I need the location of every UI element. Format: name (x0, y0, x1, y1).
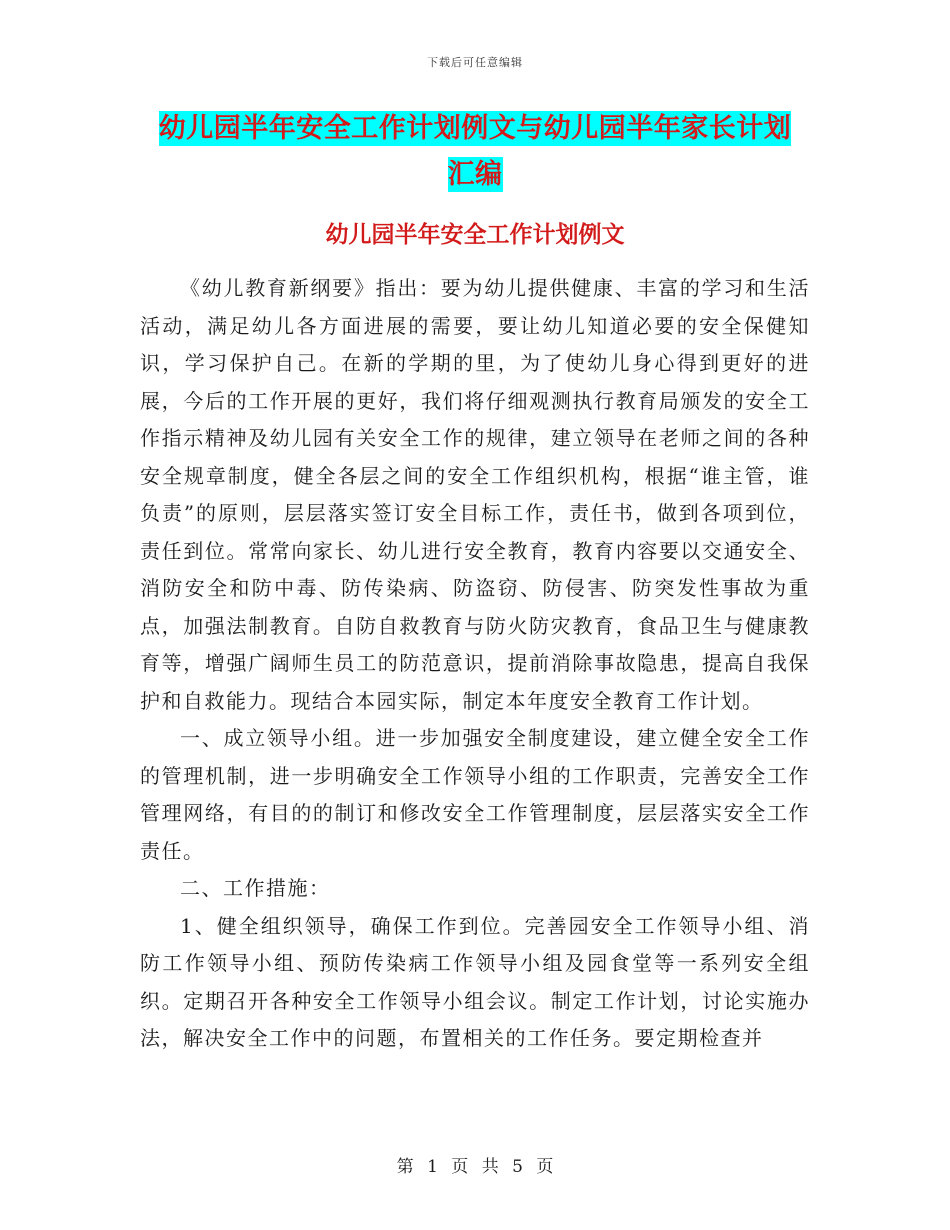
header-note: 下载后可任意编辑 (427, 56, 523, 69)
paragraph-measure-1: 1、健全组织领导，确保工作到位。完善园安全工作领导小组、消防工作领导小组、预防传染病工作领导小组及园食堂等一系列安全组织。定期召开各种安全工作领导小组会议。制定工作计划，讨论实施办法，解决安全工作中的问题，布置相关的工作任务。要定期检查并 (140, 913, 810, 1050)
paragraph-leadership-group: 一、成立领导小组。进一步加强安全制度建设，建立健全安全工作的管理机制，进一步明确安全工作领导小组的工作职责，完善安全工作管理网络，有目的的制订和修改安全工作管理制度，层层落实安全工作责任。 (140, 726, 810, 863)
document-title-line2: 汇编 (447, 159, 503, 190)
paragraph-work-measures-heading: 二、工作措施： (180, 876, 331, 900)
paragraph-intro: 《幼儿教育新纲要》指出：要为幼儿提供健康、丰富的学习和生活活动，满足幼儿各方面进展的需要，要让幼儿知道必要的安全保健知识，学习保护自己。在新的学期的里，为了使幼儿身心得到更好的进展，今后的工作开展的更好，我们将仔细观测执行教育局颁发的安全工作指示精神及幼儿园有关安全工作的规律，建立领导在老师之间的各种安全规章制度，健全各层之间的安全工作组织机构，根据“谁主管，谁负责”的原则，层层落实签订安全目标工作，责任书，做到各项到位，责任到位。常常向家长、幼儿进行安全教育，教育内容要以交通安全、消防安全和防中毒、防传染病、防盗窃、防侵害、防突发性事故为重点，加强法制教育。自防自救教育与防火防灾教育，食品卫生与健康教育等，增强广阔师生员工的防范意识，提前消除事故隐患，提高自我保护和自救能力。现结合本园实际，制定本年度安全教育工作计划。 (140, 276, 810, 713)
page-number: 第 1 页 共 5 页 (396, 1157, 554, 1177)
section-title: 幼儿园半年安全工作计划例文 (325, 222, 625, 248)
document-title-line1: 幼儿园半年安全工作计划例文与幼儿园半年家长计划 (158, 113, 792, 144)
document-title (140, 106, 810, 198)
document-body (140, 270, 810, 1058)
